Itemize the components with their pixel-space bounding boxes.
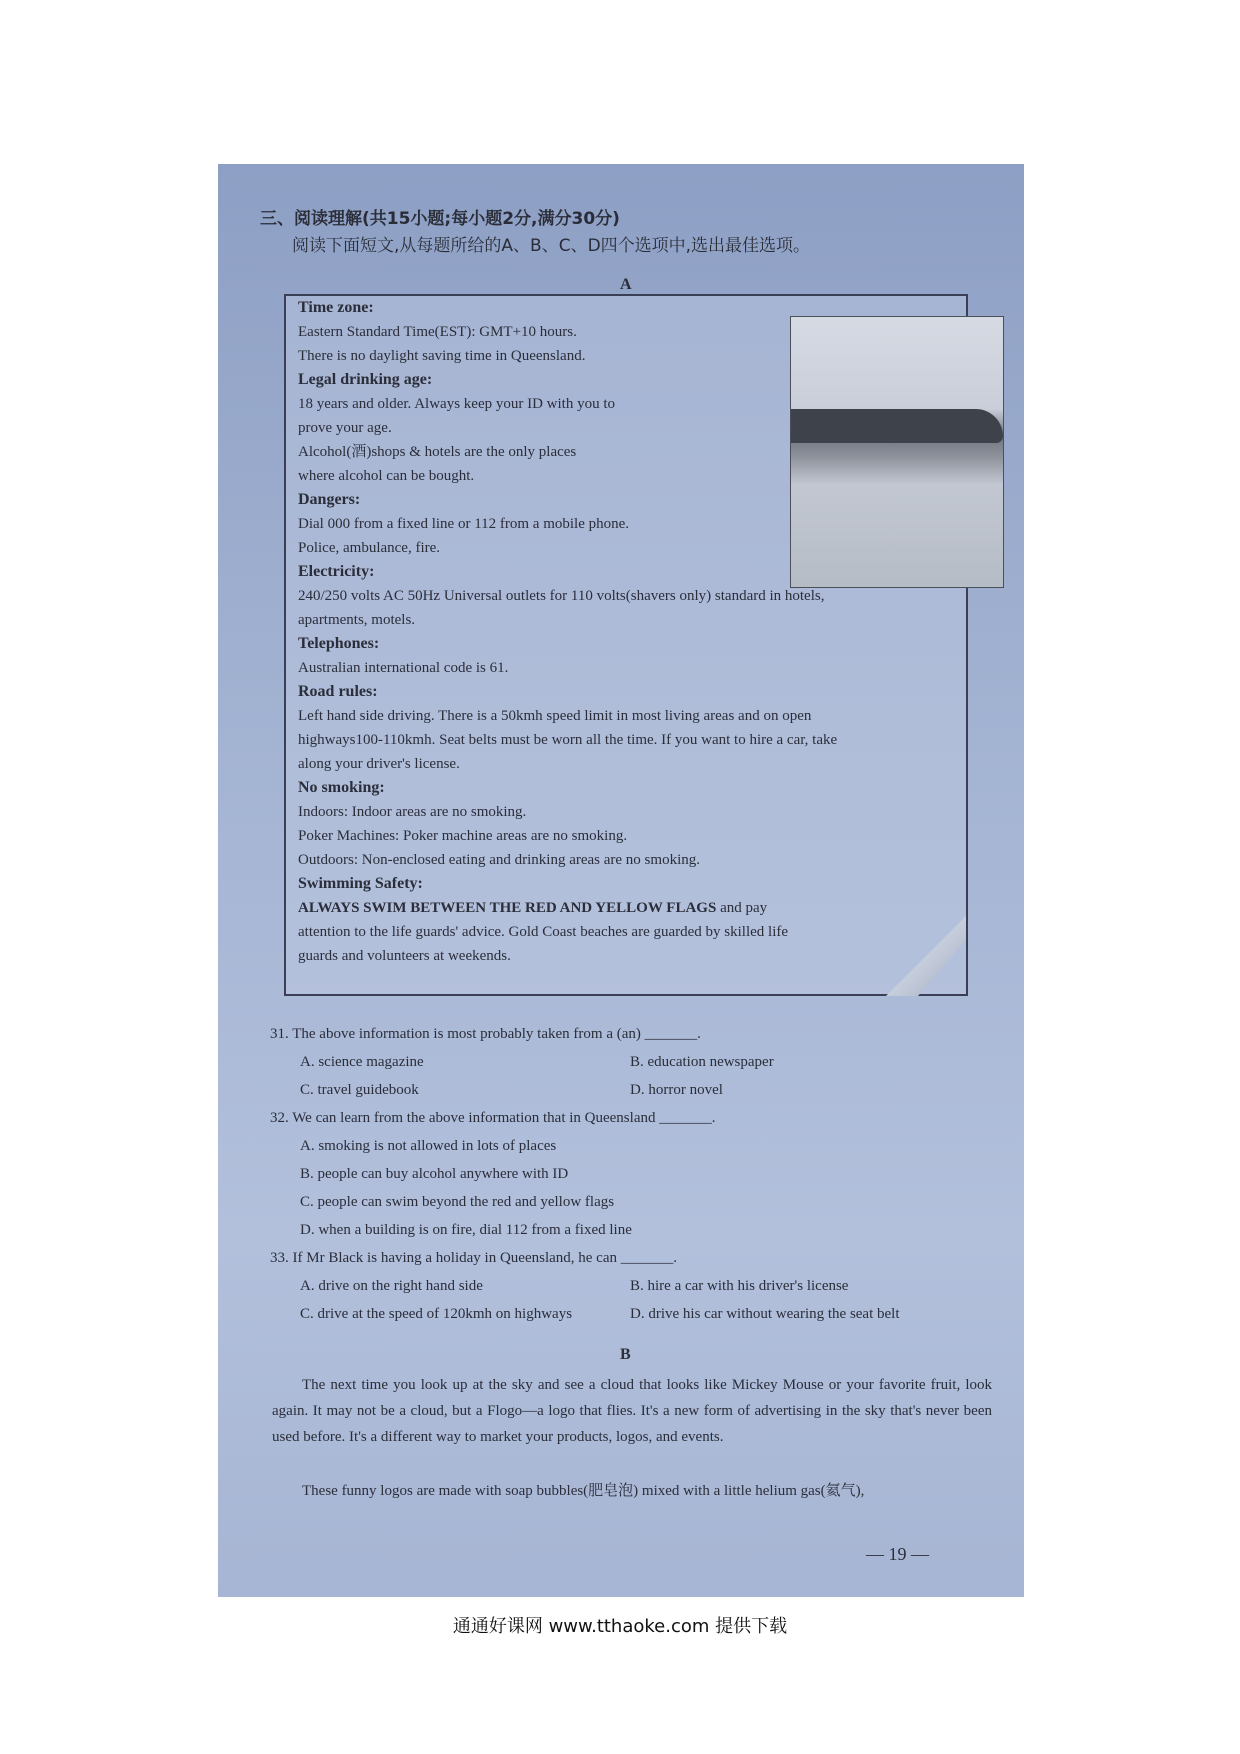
option-33a: A. drive on the right hand side	[300, 1278, 483, 1294]
section-instruction: 阅读下面短文,从每题所给的A、B、C、D四个选项中,选出最佳选项。	[292, 236, 811, 256]
option-32a: A. smoking is not allowed in lots of places	[300, 1138, 557, 1154]
info-line	[298, 896, 837, 920]
heading-time-zone: Time zone:	[298, 299, 374, 316]
info-line: apartments, motels.	[298, 612, 416, 628]
info-line: Left hand side driving. There is a 50kmh speed limit in most living areas and on open	[298, 708, 812, 724]
passage-b-paragraph-1: The next time you look up at the sky and see a cloud that looks like Mickey Mouse or your favorite fruit, look again. It may not be a cloud, but a Flogo—a logo that flies. It's a new form of advertising in the sky that's never been used before. It's a different way to market your products, logos, and events.	[272, 1377, 992, 1445]
swim-flags-rule: ALWAYS SWIM BETWEEN THE RED AND YELLOW FLAGS	[298, 900, 717, 916]
info-line: 18 years and older. Always keep your ID with you to	[298, 396, 616, 412]
info-line: Police, ambulance, fire.	[298, 540, 441, 556]
heading-dangers: Dangers:	[298, 491, 361, 508]
option-31a: A. science magazine	[300, 1054, 424, 1070]
heading-swimming-safety: Swimming Safety:	[298, 875, 423, 892]
option-32c: C. people can swim beyond the red and yellow flags	[300, 1194, 615, 1210]
option-32b: B. people can buy alcohol anywhere with ID	[300, 1166, 569, 1182]
option-33d: D. drive his car without wearing the seat belt	[630, 1306, 900, 1322]
scanned-page-photo	[218, 164, 1024, 1597]
info-line: where alcohol can be bought.	[298, 468, 475, 484]
info-line: prove your age.	[298, 420, 392, 436]
question-31: 31. The above information is most probably taken from a (an) _______.	[270, 1026, 701, 1042]
info-line: There is no daylight saving time in Queensland.	[298, 348, 586, 364]
question-33: 33. If Mr Black is having a holiday in Queensland, he can _______.	[270, 1250, 677, 1266]
info-line: along your driver's license.	[298, 756, 460, 772]
info-line: Poker Machines: Poker machine areas are no smoking.	[298, 828, 628, 844]
option-31b: B. education newspaper	[630, 1054, 774, 1070]
info-line: 240/250 volts AC 50Hz Universal outlets for 110 volts(shavers only) standard in hotels,	[298, 588, 825, 604]
info-line: Australian international code is 61.	[298, 660, 509, 676]
section-title: 三、阅读理解(共15小题;每小题2分,满分30分)	[260, 209, 620, 229]
info-line: Alcohol(酒)shops & hotels are the only places	[298, 444, 577, 460]
heading-road-rules: Road rules:	[298, 683, 378, 700]
heading-drinking-age: Legal drinking age:	[298, 371, 433, 388]
page-curl-decoration	[886, 916, 966, 996]
passage-b-paragraph-2: These funny logos are made with soap bubbles(肥皂泡) mixed with a little helium gas(氦气),	[302, 1483, 865, 1499]
info-line: Outdoors: Non-enclosed eating and drinking areas are no smoking.	[298, 852, 700, 868]
option-31c: C. travel guidebook	[300, 1082, 419, 1098]
heading-electricity: Electricity:	[298, 563, 375, 580]
option-33b: B. hire a car with his driver's license	[630, 1278, 849, 1294]
heading-telephones: Telephones:	[298, 635, 380, 652]
info-line: Dial 000 from a fixed line or 112 from a mobile phone.	[298, 516, 630, 532]
heading-no-smoking: No smoking:	[298, 779, 385, 796]
info-line: highways100-110kmh. Seat belts must be worn all the time. If you want to hire a car, take	[298, 732, 838, 748]
info-line: Eastern Standard Time(EST): GMT+10 hours.	[298, 324, 577, 340]
option-32d: D. when a building is on fire, dial 112 from a fixed line	[300, 1222, 632, 1238]
page-number: — 19 —	[866, 1544, 929, 1564]
info-line: Indoors: Indoor areas are no smoking.	[298, 804, 527, 820]
info-line: attention to the life guards' advice. Gold Coast beaches are guarded by skilled life	[298, 924, 789, 940]
travel-info-box	[284, 294, 968, 996]
question-32: 32. We can learn from the above information that in Queensland _______.	[270, 1110, 716, 1126]
footer-credit: 通通好课网 www.tthaoke.com 提供下载	[452, 1616, 788, 1637]
swim-line-tail: and pay	[716, 900, 768, 916]
option-33c: C. drive at the speed of 120kmh on highways	[300, 1306, 573, 1322]
option-31d: D. horror novel	[630, 1082, 723, 1098]
passage-b-label: B	[620, 1346, 631, 1363]
passage-a-label: A	[620, 276, 632, 293]
info-line: guards and volunteers at weekends.	[298, 948, 511, 964]
